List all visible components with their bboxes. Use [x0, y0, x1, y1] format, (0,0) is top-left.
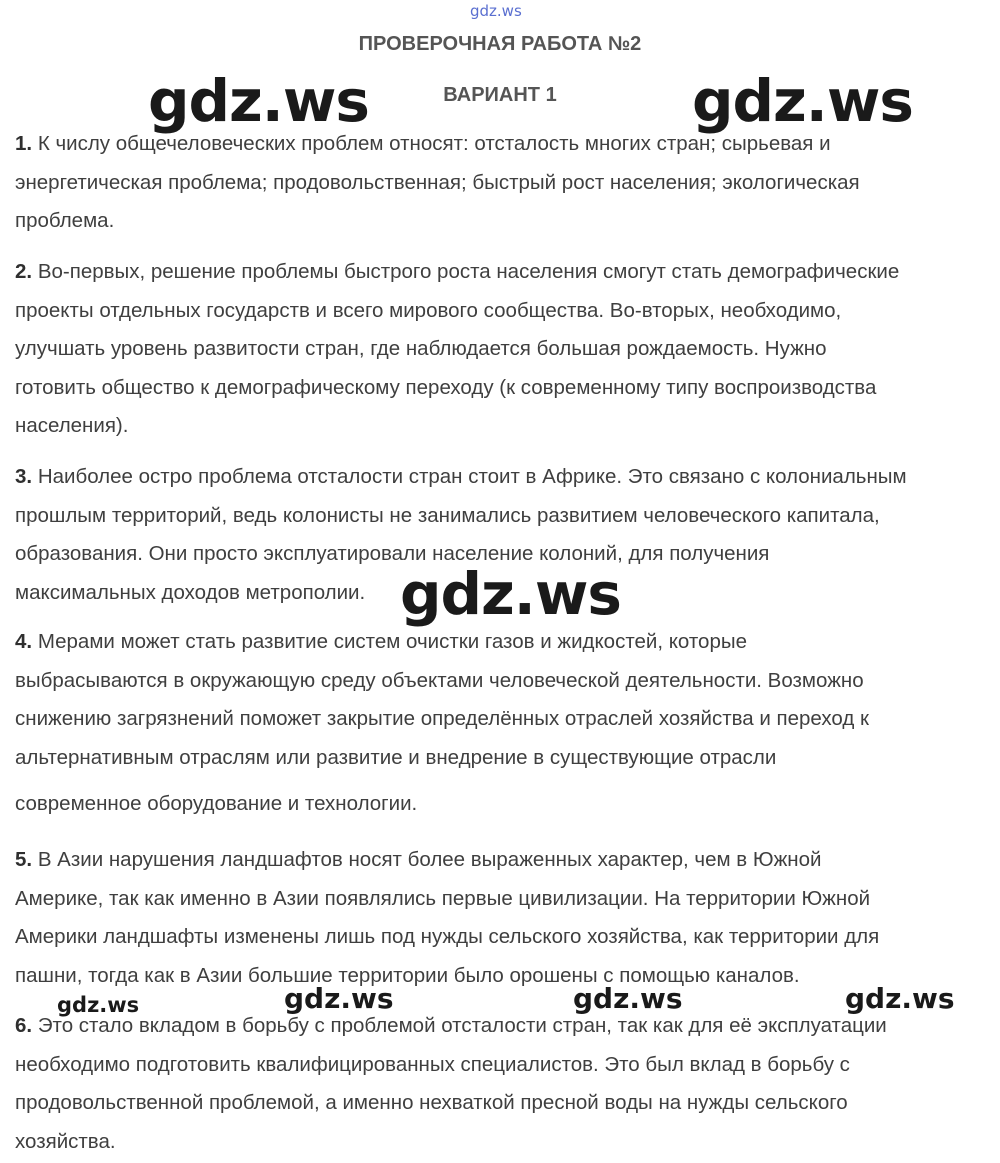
answer-number: 6.	[15, 1014, 33, 1037]
answer-line: максимальных доходов метрополии.	[15, 580, 366, 604]
answer-line: Америке, так как именно в Азии появлялись первые цивилизации. На территории Южной	[15, 886, 871, 910]
page-title: ПРОВЕРОЧНАЯ РАБОТА №2	[358, 33, 642, 55]
answer-line: современное оборудование и технологии.	[15, 792, 418, 815]
watermark-small-4: gdz.ws	[845, 982, 955, 1015]
top-watermark: gdz.ws	[470, 2, 522, 20]
answer-5	[15, 841, 995, 995]
answer-line: Наиболее остро проблема отсталости стран стоит в Африке. Это связано с колониальным	[37, 465, 907, 488]
watermark-large-center: gdz.ws	[400, 560, 621, 628]
answer-line: образования. Они просто эксплуатировали население колоний, для получения	[15, 542, 770, 565]
answer-number: 2.	[15, 260, 33, 283]
answer-line: К числу общечеловеческих проблем относят: отсталость многих стран; сырьевая и	[37, 132, 831, 155]
answer-line: выбрасываются в окружающую среду объектами человеческой деятельности. Возможно	[15, 668, 864, 692]
watermark-small-2: gdz.ws	[284, 982, 394, 1015]
answer-line: продовольственной проблемой, а именно нехваткой пресной воды на нужды сельского	[15, 1091, 848, 1114]
answer-line: проблема.	[15, 209, 115, 232]
watermark-large-left: gdz.ws	[148, 67, 369, 135]
answer-line: пашни, тогда как в Азии большие территории было орошены с помощью каналов.	[15, 963, 800, 987]
answer-line: необходимо подготовить квалифицированных специалистов. Это был вклад в борьбу с	[15, 1052, 850, 1076]
answer-number: 3.	[15, 465, 33, 488]
answer-line: снижению загрязнений поможет закрытие определённых отраслей хозяйства и переход к	[15, 707, 869, 730]
answer-number: 5.	[15, 848, 33, 871]
answer-line: улучшать уровень развитости стран, где наблюдается большая рождаемость. Нужно	[15, 337, 827, 360]
answer-line: Мерами может стать развитие систем очистки газов и жидкостей, которые	[37, 630, 747, 653]
variant-heading: ВАРИАНТ 1	[443, 84, 557, 106]
watermark-small-3: gdz.ws	[573, 982, 683, 1015]
answer-line: прошлым территорий, ведь колонисты не занимались развитием человеческого капитала,	[15, 503, 880, 527]
answer-line: В Азии нарушения ландшафтов носят более выраженных характер, чем в Южной	[37, 848, 822, 871]
answer-line: альтернативным отраслям или развитие и внедрение в существующие отрасли	[15, 745, 777, 769]
answer-line: населения).	[15, 414, 129, 437]
answer-2	[15, 253, 995, 446]
watermark-small-1: gdz.ws	[57, 993, 140, 1017]
answer-4	[15, 623, 995, 777]
answer-line: энергетическая проблема; продовольственная; быстрый рост населения; экологическая	[15, 170, 860, 194]
answer-6	[15, 1007, 995, 1161]
answer-line: готовить общество к демографическому переходу (к современному типу воспроизводства	[15, 375, 877, 399]
answer-line: Америки ландшафты изменены лишь под нужды сельского хозяйства, как территории для	[15, 925, 880, 948]
answer-1	[15, 125, 995, 241]
answer-number: 4.	[15, 630, 33, 653]
answer-line: Во-первых, решение проблемы быстрого роста населения смогут стать демографические	[37, 260, 900, 283]
watermark-large-right: gdz.ws	[692, 67, 913, 135]
answer-number: 1.	[15, 132, 33, 155]
answer-4-continued	[15, 785, 995, 824]
answer-line: Это стало вкладом в борьбу с проблемой отсталости стран, так как для её эксплуатации	[37, 1014, 887, 1037]
answer-line: проекты отдельных государств и всего мирового сообщества. Во-вторых, необходимо,	[15, 298, 842, 322]
answer-line: хозяйства.	[15, 1129, 116, 1153]
